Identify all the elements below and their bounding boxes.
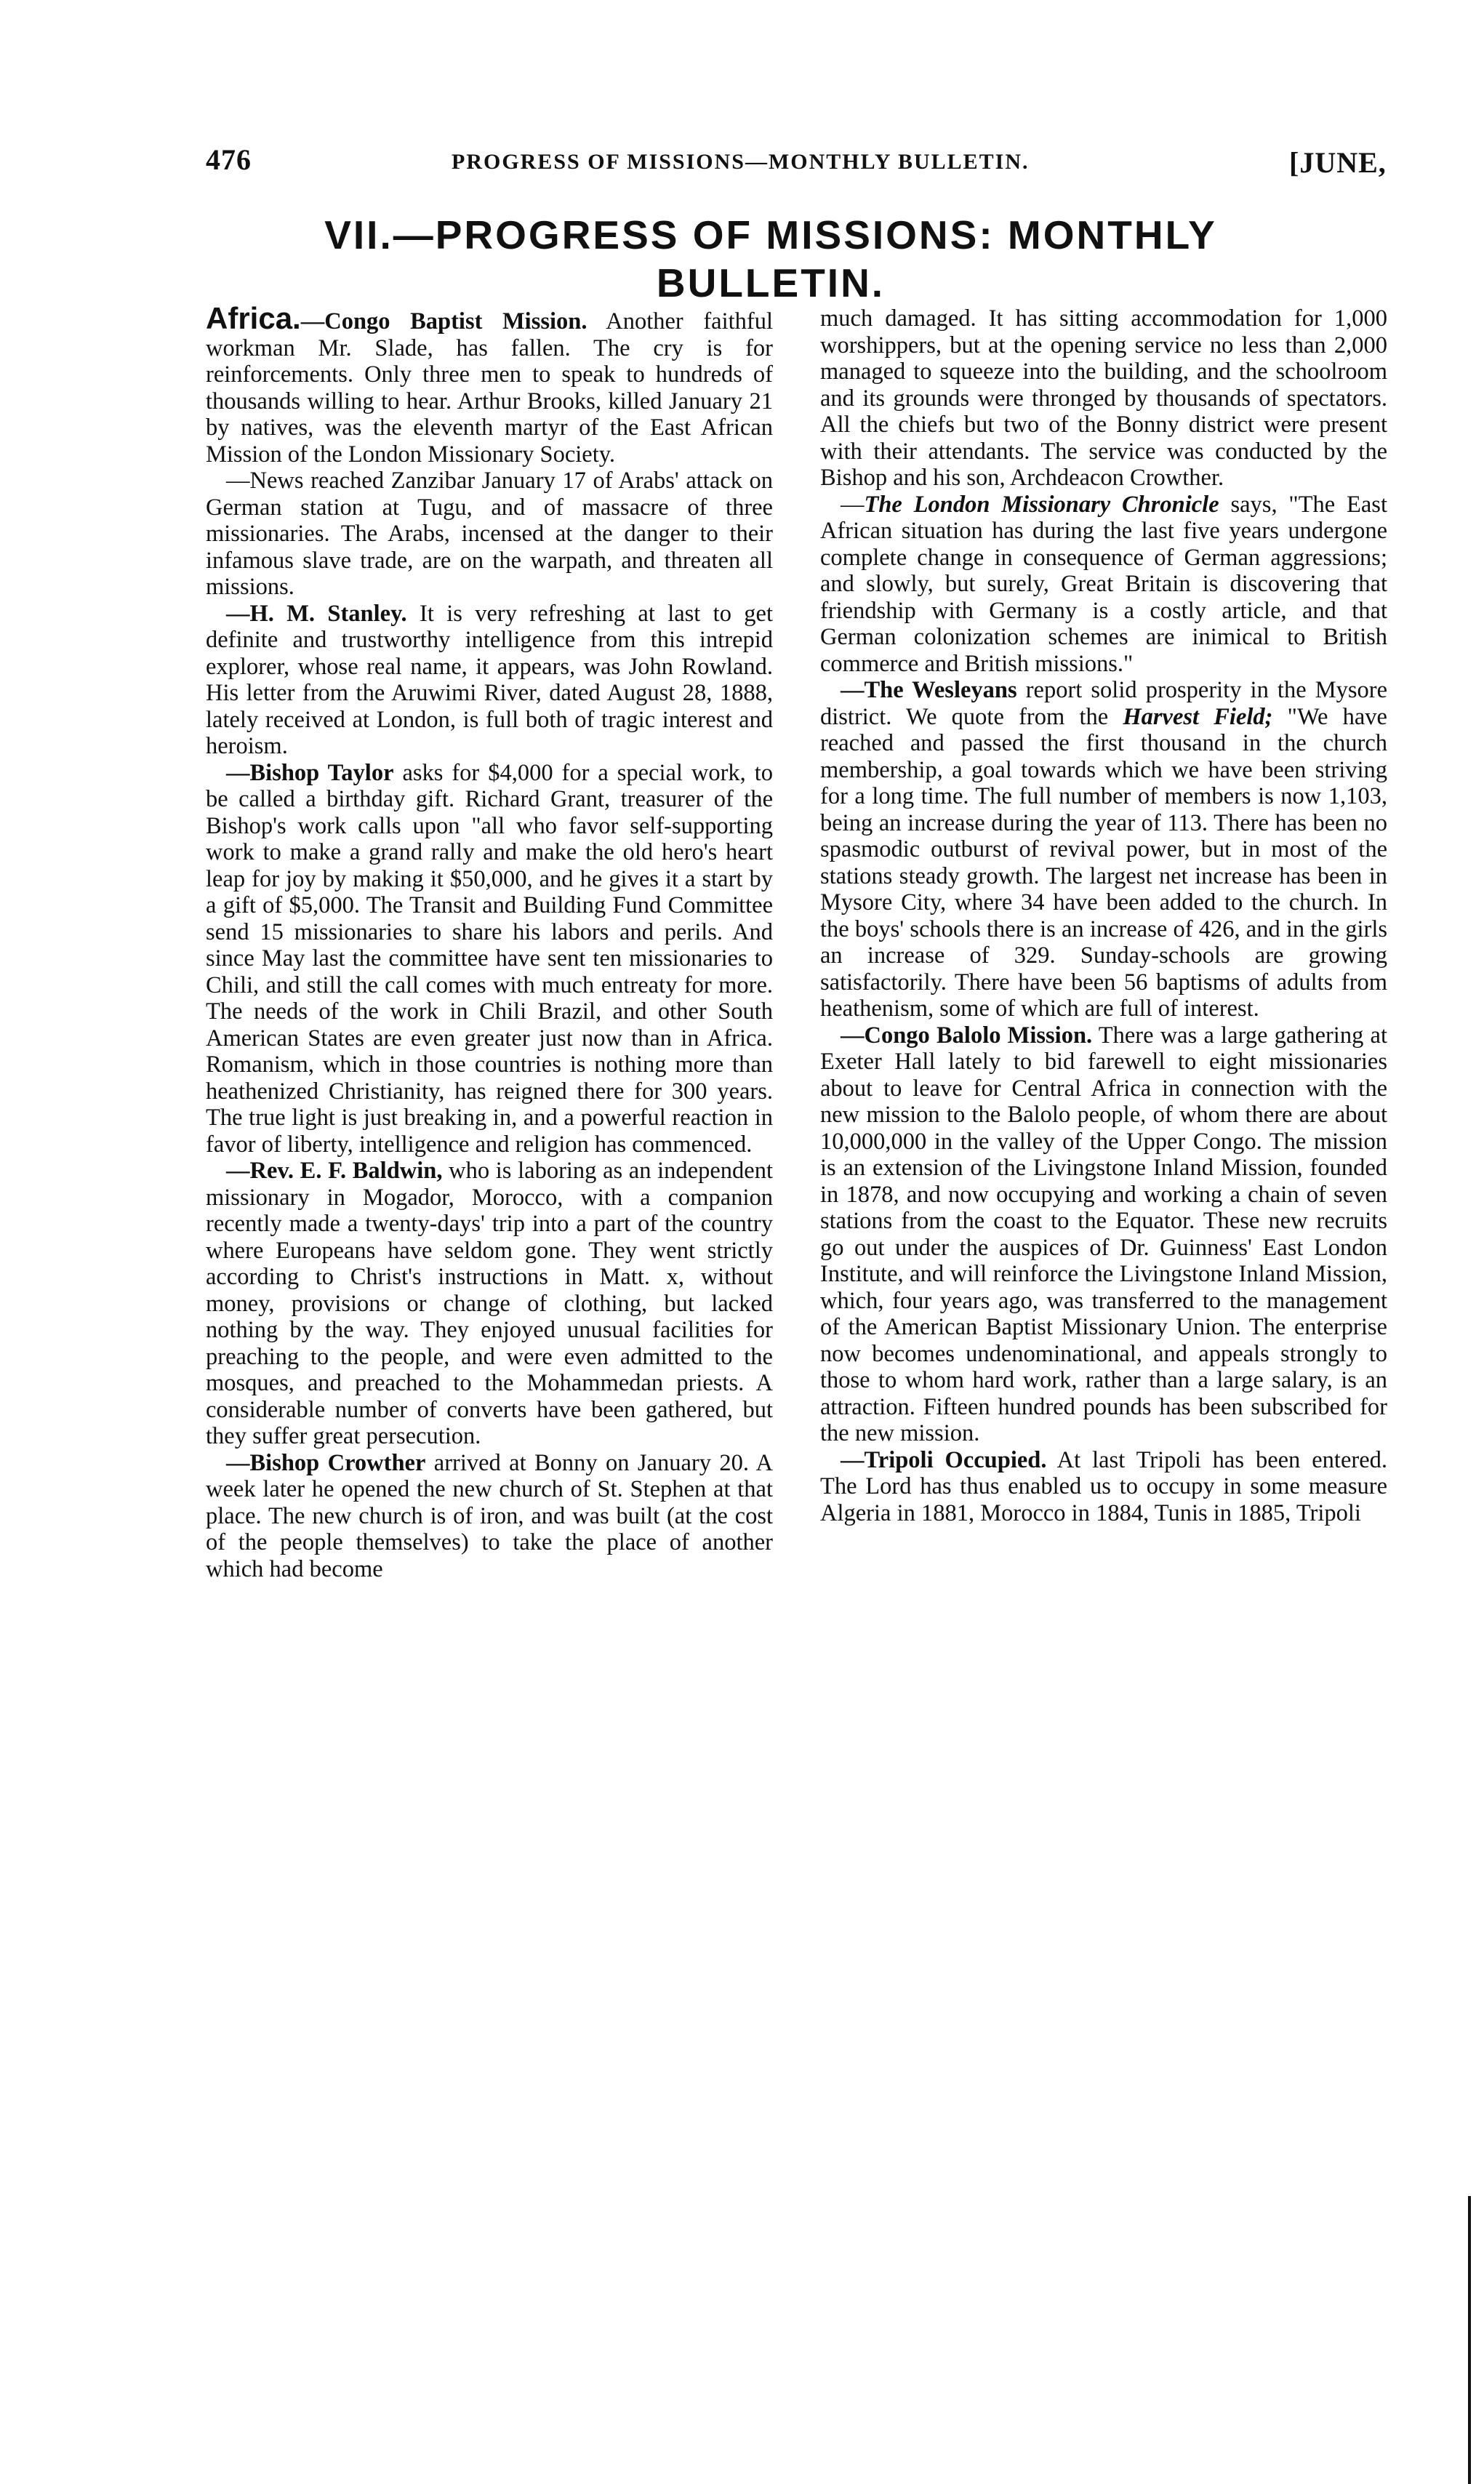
stanley-heading: —H. M. Stanley. bbox=[226, 600, 407, 627]
right-column bbox=[820, 305, 1387, 1526]
crowther-heading: —Bishop Crowther bbox=[226, 1449, 426, 1476]
congo-baptist-heading: —Congo Baptist Mission. bbox=[300, 308, 587, 334]
article-title: VII.—PROGRESS OF MISSIONS: MONTHLY BULLETIN. bbox=[324, 212, 1217, 305]
chronicle-paragraph: —The London Missionary Chronicle says, "The East African situation has during the last five years undergone complete change in consequence of German aggressions; and slowly, but surely, Great Britain is discovering that friendship with Germany is a costly article, and that German colonization schemes are inimical to British commerce and British missions." bbox=[820, 491, 1387, 677]
bonny-church-paragraph: much damaged. It has sitting accommodation for 1,000 worshippers, but at the opening service no less than 2,000 managed to squeeze into the building, and the schoolroom and its grounds were thronged by thousands of spectators. All the chiefs but two of the Bonny district were present with their attendants. The service was conducted by the Bishop and his son, Archdeacon Crowther. bbox=[820, 305, 1387, 491]
running-header bbox=[206, 143, 1484, 186]
baldwin-heading: —Rev. E. F. Baldwin, bbox=[226, 1158, 443, 1184]
wesleyans-text-b: "We have reached and passed the first thousand in the church membership, a goal towards which we have been striving for a long time. The full number of members is now 1,103, being an increase during the year of 113. There has been no spasmodic outburst of revival power, but in most of the stations steady growth. The largest net increase has been in Mysore City, where 34 have been added to the church. In the boys' schools there is an increase of 426, and in the girls an increase of 329. Sunday-schools are growing satisfactorily. There have been 56 baptisms of adults from heathenism, some of which are full of interest. bbox=[820, 703, 1387, 1022]
baldwin-paragraph bbox=[206, 1158, 773, 1450]
wesleyans-heading: —The Wesleyans bbox=[841, 677, 1017, 703]
baldwin-text: who is laboring as an independent missionary in Mogador, Morocco, with a companion recently made a twenty-days' trip into a part of the country where Europeans have seldom gone. They went strictly according to Christ's instructions in Matt. x, without money, provisions or change of clothing, but lacked nothing by the way. They enjoyed unusual facilities for preaching to the people, and were even admitted to the mosques, and preached to the Mohammedan priests. A considerable number of converts have been gathered, but they suffer great persecution. bbox=[206, 1158, 773, 1449]
tripoli-heading: —Tripoli Occupied. bbox=[841, 1446, 1047, 1473]
balolo-paragraph bbox=[820, 1022, 1387, 1447]
page-number: 476 bbox=[206, 143, 252, 176]
congo-baptist-text: Another faithful workman Mr. Slade, has fallen. The cry is for reinforcements. Only three men to speak to hundreds of thousands willing to hear. Arthur Brooks, killed January 21 by natives, was the eleventh martyr of the East African Mission of the London Missionary Society. bbox=[206, 308, 773, 468]
left-column bbox=[206, 301, 774, 1582]
issue-month: [JUNE, bbox=[1289, 146, 1387, 179]
harvest-field-source: Harvest Field; bbox=[1123, 703, 1273, 730]
crowther-paragraph bbox=[206, 1450, 773, 1583]
balolo-heading: —Congo Balolo Mission. bbox=[841, 1022, 1093, 1049]
section-lead-africa: Africa. bbox=[206, 301, 301, 335]
chronicle-source: The London Missionary Chronicle bbox=[864, 491, 1219, 518]
bishop-taylor-text: asks for $4,000 for a special work, to be called a birthday gift. Richard Grant, treasurer of the Bishop's work calls upon "all who favor self-supporting work to make a grand rally and make the old hero's heart leap for joy by making it $50,000, and he gives it a start by a gift of $5,000. The Transit and Building Fund Committee send 15 missionaries to share his labors and perils. And since May last the committee have sent ten missionaries to Chili, and still the call comes with much entreaty for more. The needs of the work in Chili Brazil, and other South American States are even greater just now than in Africa. Romanism, which in those countries is nothing more than heathenized Christianity, has reigned there for 300 years. The true light is just breaking in, and a powerful reaction in favor of liberty, intelligence and religion has commenced. bbox=[206, 759, 773, 1158]
balolo-text: There was a large gathering at Exeter Hall lately to bid farewell to eight missionaries about to leave for Central Africa in connection with the new mission to the Balolo people, of whom there are about 10,000,000 in the valley of the Upper Congo. The mission is an extension of the Livingstone Inland Mission, founded in 1878, and now occupying and working a chain of seven stations from the coast to the Equator. These new recruits go out under the auspices of Dr. Guinness' East London Institute, and will reinforce the Livingstone Inland Mission, which, four years ago, was transferred to the management of the American Baptist Missionary Union. The enterprise now becomes undenominational, and appeals strongly to those to whom hard work, rather than a large salary, is an attraction. Fifteen hundred pounds has been subscribed for the new mission. bbox=[820, 1022, 1387, 1446]
zanzibar-paragraph: —News reached Zanzibar January 17 of Arabs' attack on German station at Tugu, and of massacre of three missionaries. The Arabs, incensed at the danger to their infamous slave trade, are on the warpath, and threaten all missions. bbox=[206, 468, 773, 600]
stanley-paragraph bbox=[206, 601, 773, 760]
wesleyans-paragraph bbox=[820, 677, 1387, 1022]
tripoli-text: At last Tripoli has been entered. The Lord has thus enabled us to occupy in some measure Algeria in 1881, Morocco in 1884, Tunis in 1885, Tripoli bbox=[820, 1446, 1387, 1526]
crowther-text: arrived at Bonny on January 20. A week later he opened the new church of St. Stephen at that place. The new church is of iron, and was built (at the cost of the people themselves) to take the place of another which had become bbox=[206, 1449, 774, 1582]
bishop-taylor-heading: —Bishop Taylor bbox=[226, 759, 394, 786]
stanley-text: It is very refreshing at last to get definite and trustworthy intelligence from this intrepid explorer, whose real name, it appears, was John Rowland. His letter from the Aruwimi River, dated August 28, 1888, lately received at London, is full both of tragic interest and heroism. bbox=[206, 600, 773, 759]
margin-rule bbox=[1468, 2196, 1471, 2484]
running-title: PROGRESS OF MISSIONS—MONTHLY BULLETIN. bbox=[452, 150, 1030, 174]
tripoli-paragraph bbox=[820, 1447, 1387, 1527]
bishop-taylor-paragraph bbox=[206, 760, 773, 1158]
wesleyans-text-a: report solid prosperity in the Mysore district. We quote from the bbox=[820, 677, 1387, 730]
chronicle-text: says, "The East African situation has during the last five years undergone complete change in consequence of German aggressions; and slowly, but surely, Great Britain is discovering that friendship with Germany is a costly article, and that German colonization schemes are inimical to British commerce and British missions." bbox=[820, 491, 1387, 677]
africa-congo-paragraph bbox=[206, 301, 773, 468]
